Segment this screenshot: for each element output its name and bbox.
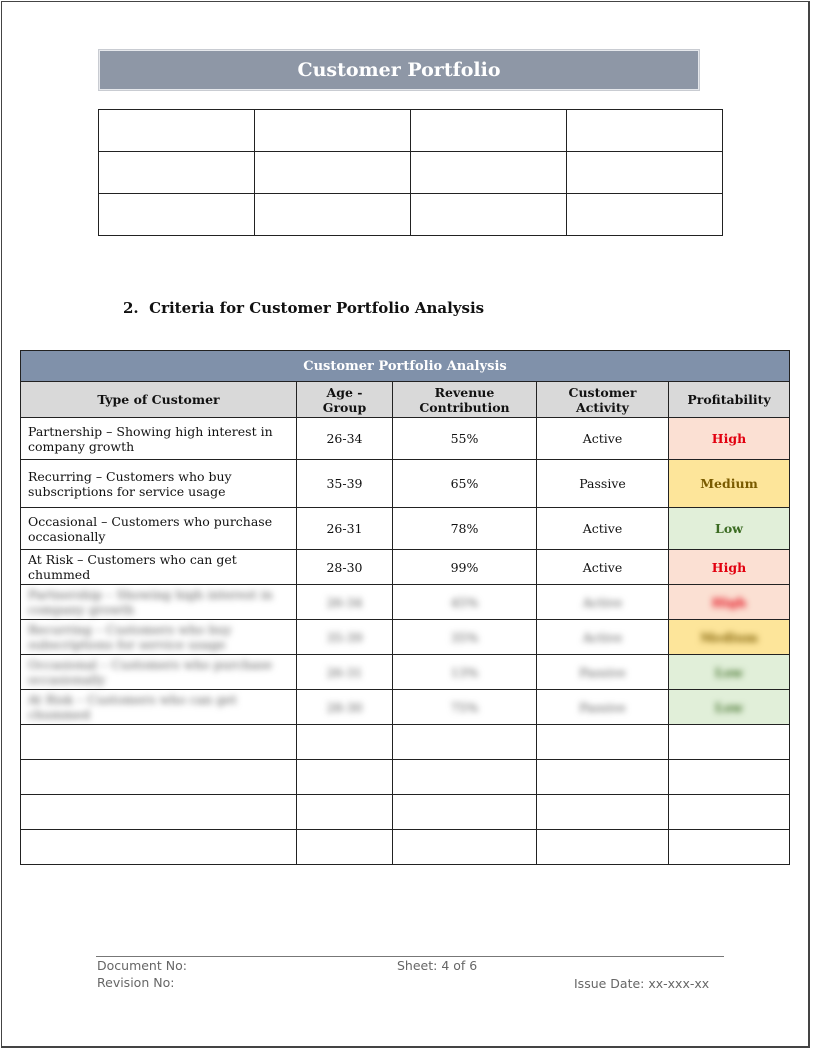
table-row (99, 110, 723, 152)
profitability-cell (669, 585, 790, 620)
page-title: Customer Portfolio (98, 49, 700, 91)
table-cell (393, 725, 537, 760)
blank-top-table (98, 109, 723, 236)
customer-type-cell (21, 655, 297, 690)
blurred-table-row (21, 620, 790, 655)
activity-cell (537, 620, 669, 655)
empty-table-row (21, 725, 790, 760)
blurred-text: High (711, 594, 747, 610)
blurred-text: Active (582, 594, 623, 610)
table-cell (99, 152, 255, 194)
table-cell (21, 725, 297, 760)
blurred-text: 35% (450, 629, 479, 645)
blurred-text: 75% (450, 699, 479, 715)
activity-cell (537, 655, 669, 690)
table-cell (669, 830, 790, 865)
table-cell (567, 110, 723, 152)
blurred-text: At Risk – Customers who can get chummed (28, 692, 237, 722)
activity-cell: Active (537, 550, 669, 585)
revenue-cell: 55% (393, 418, 537, 460)
blurred-table-row (21, 585, 790, 620)
profitability-cell: High (669, 550, 790, 585)
table-caption: Customer Portfolio Analysis (21, 351, 790, 382)
age-group-cell (297, 655, 393, 690)
customer-type-cell: Recurring – Customers who buy subscriptions for service usage (21, 460, 297, 508)
column-header-activity: Customer Activity (537, 382, 669, 418)
table-row (21, 550, 790, 585)
table-cell (669, 725, 790, 760)
table-cell (255, 152, 411, 194)
table-cell (537, 760, 669, 795)
table-cell (411, 110, 567, 152)
column-header-age: Age - Group (297, 382, 393, 418)
table-cell (393, 760, 537, 795)
document-page (1, 1, 810, 1048)
blurred-text: Occasional – Customers who purchase occasionally (28, 657, 273, 687)
activity-cell: Passive (537, 460, 669, 508)
blurred-text: Recurring – Customers who buy subscriptions for service usage (28, 622, 232, 652)
blurred-text: Medium (700, 629, 758, 645)
profitability-cell (669, 655, 790, 690)
column-header-revenue (393, 382, 537, 418)
customer-type-cell: Occasional – Customers who purchase occasionally (21, 508, 297, 550)
table-cell (255, 110, 411, 152)
revenue-cell: 99% (393, 550, 537, 585)
table-cell (411, 194, 567, 236)
table-header-row (21, 382, 790, 418)
blurred-text: Active (582, 629, 623, 645)
table-cell (411, 152, 567, 194)
profitability-cell: Low (669, 508, 790, 550)
table-row (99, 152, 723, 194)
customer-type-cell (21, 690, 297, 725)
table-cell (567, 152, 723, 194)
empty-table-row (21, 830, 790, 865)
table-cell (393, 795, 537, 830)
table-cell (537, 725, 669, 760)
blurred-text: Passive (579, 699, 626, 715)
table-cell (669, 760, 790, 795)
age-group-cell: 35-39 (297, 460, 393, 508)
age-group-cell (297, 690, 393, 725)
age-group-cell: 26-31 (297, 508, 393, 550)
profitability-cell: High (669, 418, 790, 460)
blurred-text: 26-34 (326, 594, 363, 610)
revision-number-label: Revision No: (97, 975, 175, 990)
blurred-text: Passive (579, 664, 626, 680)
table-cell (297, 760, 393, 795)
document-number-label: Document No: (97, 958, 187, 973)
revenue-cell (393, 585, 537, 620)
empty-table-row (21, 760, 790, 795)
revenue-cell: 65% (393, 460, 537, 508)
customer-type-cell: At Risk – Customers who can get chummed (21, 550, 297, 585)
table-cell (537, 795, 669, 830)
age-group-cell (297, 585, 393, 620)
table-cell (21, 830, 297, 865)
issue-date: Issue Date: xx-xxx-xx (574, 976, 710, 991)
table-cell (297, 725, 393, 760)
blurred-text: 26-31 (326, 664, 363, 680)
customer-type-cell (21, 620, 297, 655)
sheet-number: Sheet: 4 of 6 (397, 958, 478, 973)
blurred-text: 28-30 (326, 699, 363, 715)
table-cell (297, 830, 393, 865)
column-header-profitability: Profitability (669, 382, 790, 418)
table-cell (567, 194, 723, 236)
activity-cell: Active (537, 508, 669, 550)
table-cell (21, 795, 297, 830)
table-cell (669, 795, 790, 830)
age-group-cell: 26-34 (297, 418, 393, 460)
blurred-text: 35-39 (326, 629, 363, 645)
table-cell (99, 110, 255, 152)
revenue-cell (393, 655, 537, 690)
portfolio-analysis-table (20, 350, 790, 865)
customer-type-cell: Partnership – Showing high interest in company growth (21, 418, 297, 460)
section-title: Criteria for Customer Portfolio Analysis (149, 299, 485, 317)
revenue-cell (393, 620, 537, 655)
activity-cell (537, 690, 669, 725)
table-row (21, 418, 790, 460)
activity-cell (537, 585, 669, 620)
age-group-cell (297, 620, 393, 655)
profitability-cell (669, 620, 790, 655)
empty-table-row (21, 795, 790, 830)
blurred-text: Low (715, 664, 743, 680)
footer-divider (96, 956, 724, 957)
blurred-table-row (21, 690, 790, 725)
section-number: 2. (123, 299, 139, 317)
revenue-cell: 78% (393, 508, 537, 550)
table-row (99, 194, 723, 236)
table-cell (255, 194, 411, 236)
activity-cell: Active (537, 418, 669, 460)
table-caption-row (21, 351, 790, 382)
table-row (21, 508, 790, 550)
table-cell (393, 830, 537, 865)
blurred-text: Partnership – Showing high interest in company growth (28, 587, 273, 617)
customer-type-cell (21, 585, 297, 620)
profitability-cell (669, 690, 790, 725)
table-cell (537, 830, 669, 865)
section-heading (123, 299, 484, 317)
revenue-cell (393, 690, 537, 725)
blurred-text: 13% (450, 664, 479, 680)
blurred-table-row (21, 655, 790, 690)
table-row (21, 460, 790, 508)
profitability-cell: Medium (669, 460, 790, 508)
table-cell (21, 760, 297, 795)
blurred-text: 45% (450, 594, 479, 610)
table-cell (99, 194, 255, 236)
column-header-type: Type of Customer (21, 382, 297, 418)
table-cell (297, 795, 393, 830)
revenue-header-text: Revenue Contribution (419, 384, 510, 415)
blurred-text: Low (715, 699, 743, 715)
age-group-cell: 28-30 (297, 550, 393, 585)
